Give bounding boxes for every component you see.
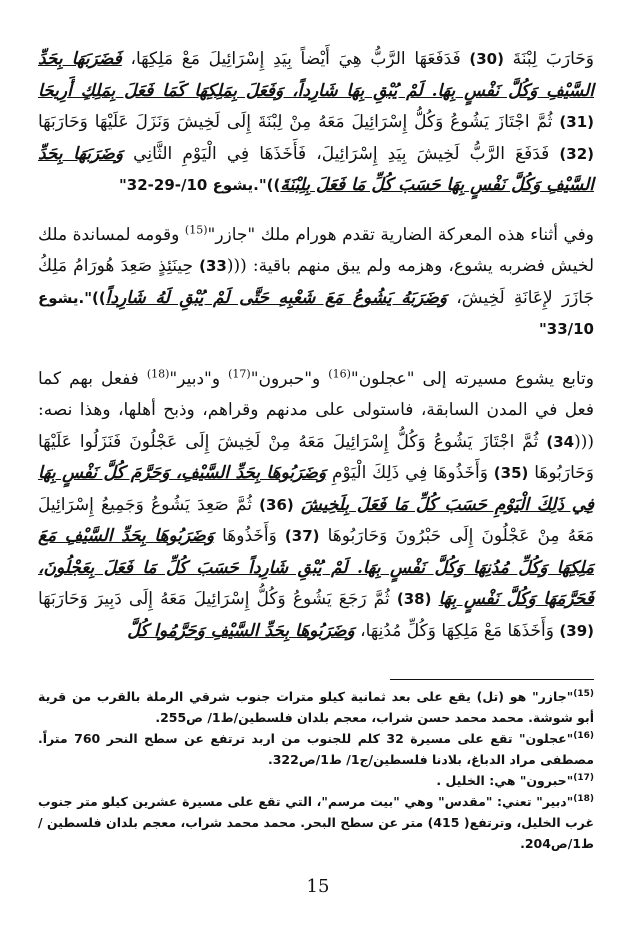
verse-number: (32) bbox=[559, 144, 595, 163]
footnote-ref: (17) bbox=[228, 366, 251, 380]
footnotes bbox=[38, 686, 594, 854]
emphasized-quote: وَضَرَبَهُ يَشُوعُ مَعَ شَعْبِهِ حَتَّى لَمْ يُبْقِ لَهُ شَارِداً bbox=[105, 287, 448, 308]
page-number: 15 bbox=[306, 876, 330, 897]
text-run: وَأَخَذُوهَا bbox=[214, 526, 285, 546]
emphasized-quote: وَضَرَبَهَا بِحَدِّ السَّيْفِ وَكُلَّ نَفْسٍ بِهَا حَسَبَ كُلِّ مَا فَعَلَ بِلِبْنَةَ bbox=[38, 143, 594, 195]
text-run: وَأَخَذُوهَا فِي ذَلِكَ الْيَوْمِ bbox=[326, 463, 494, 483]
text-run: و"دبير" bbox=[169, 368, 229, 389]
emphasized-quote: وَضَرَبُوهَا بِحَدِّ السَّيْفِ وَحَرَّمُوا كُلَّ bbox=[127, 620, 355, 641]
text-run: "دبير" تعني: "مقدس" وهي "بيت مرسم"، التي تقع على مسيرة عشرين كيلو متر جنوب غرب الخليل، وترتفع( 415) متر عن سطح البحر. محمد محمد شراب، معجم بلدان فلسطين /ط1/ص204. bbox=[38, 794, 594, 851]
emphasized-quote: وَضَرَبُوهَا بِحَدِّ السَّيْفِ، وَحَرَّمَ كُلَّ نَفْسٍ بِهَا فِي ذَلِكَ الْيَوْمِ حَسَبَ كُلِّ مَا فَعَلَ بِلَخِيشَ bbox=[38, 463, 594, 515]
text-run: وقومه لمساندة ملك لخيش فضربه يشوع، وهزمه ولم يبق منهم باقية: ((( bbox=[38, 224, 595, 276]
verse-number: (30) bbox=[469, 50, 504, 68]
emphasized-quote: وَضَرَبُوهَا بِحَدِّ السَّيْفِ مَعَ مَلِكِهَا وَكُلِّ مُدُنِهَا وَكُلَّ نَفْسٍ بِهَا. لَمْ يُبْقِ شَارِداً حَسَبَ كُلِّ مَا فَعَلَ بِعَجْلُونَ، فَحَرَّمَهَا وَكُلَّ نَفْسٍ بِهَا bbox=[38, 526, 594, 609]
text-run: فَدَفَعَ الرَّبُّ لَخِيشَ بِيَدِ إِسْرَائِيلَ، فَأَخَذَهَا فِي الْيَوْمِ الثَّانِي bbox=[123, 143, 560, 164]
verse-number: ))".يشوع 33/10" bbox=[38, 288, 594, 338]
verse-number: ))".يشوع 10/-29-32" bbox=[118, 176, 281, 194]
footnote-ref: (15) bbox=[184, 222, 208, 236]
verse-number: (31) bbox=[559, 113, 594, 131]
footnote-ref: (17) bbox=[573, 772, 594, 783]
text-run: ثُمَّ اجْتَازَ يَشُوعُ وَكُلُّ إِسْرَائِيلَ مَعَهُ مِنْ لِبْنَةَ إِلَى لَخِيشَ وَنَزَلَ عَلَيْهَا وَحَارَبَهَا bbox=[38, 112, 560, 132]
text-run: "عجلون" تقع على مسيرة 32 كلم للجنوب من اربد ترتفع عن سطح النحر 760 متراً. مصطفى مراد الدباغ، بلادنا فلسطين/ج1/ ط1/ص322. bbox=[38, 731, 594, 767]
footnote-ref: (15) bbox=[573, 688, 594, 699]
text-run: وَحَارَبَ لِبْنَةَ bbox=[503, 49, 594, 69]
footnote-divider bbox=[390, 679, 594, 680]
text-run: حِينَئِذٍ صَعِدَ هُورَامُ مَلِكُ جَازَرَ لإِعَانَةِ لَخِيشَ، bbox=[38, 256, 594, 308]
text-run: فَدَفَعَهَا الرَّبُّ هِيَ أَيْضاً بِيَدِ إِسْرَائِيلَ مَعْ مَلِكِهَا، bbox=[121, 49, 470, 69]
footnote-ref: (18) bbox=[146, 366, 170, 380]
footnote-ref: (16) bbox=[573, 730, 594, 741]
text-run bbox=[431, 589, 438, 609]
text-run: و"حبرون" bbox=[250, 368, 329, 389]
footnote-ref: (16) bbox=[328, 366, 351, 380]
verse-number: 34) bbox=[546, 432, 575, 451]
footnote-15 bbox=[38, 686, 594, 728]
verse-number: (39) bbox=[559, 621, 594, 640]
paragraph-joshua-10-29-32 bbox=[38, 44, 594, 202]
footnote-17 bbox=[38, 770, 594, 791]
text-run: وَأَخَذَهَا مَعْ مَلِكِهَا وَكُلِّ مُدُنِهَا، bbox=[354, 620, 560, 641]
text-run bbox=[294, 495, 301, 515]
text-run: ثُمَّ رَجَعَ يَشُوعُ وَكُلُّ إِسْرَائِيلَ مَعَهُ إِلَى دَبِيرَ وَحَارَبَهَا bbox=[38, 589, 397, 609]
text-run: ففعل بهم كما فعل في المدن السابقة، فاستولى على مدنهم وقراهم، وذبح أهلها، وهذا نصه: ((( bbox=[38, 368, 594, 452]
text-run: ثُمَّ صَعِدَ يَشُوعُ وَجَمِيعُ إِسْرَائِيلَ مَعَهُ مِنْ عَجْلُونَ إِلَى حَبْرُونَ وَحَارَبُوهَا bbox=[38, 494, 594, 546]
verse-number: (36) bbox=[259, 495, 294, 514]
text-run: "حبرون" هي: الخليل . bbox=[436, 773, 574, 788]
document-page bbox=[38, 44, 594, 665]
text-run: ثُمَّ اجْتَازَ يَشُوعُ وَكُلُّ إِسْرَائِيلَ مَعَهُ مِنْ لَخِيشَ إِلَى عَجْلُونَ فَنَزَلُوا عَلَيْهَا وَحَارَبُوهَا bbox=[38, 431, 595, 483]
text-run: "جازر" هو (تل) يقع على بعد ثمانية كيلو مترات جنوب شرقي الرملة بالقرب من قرية أبو شوشة. محمد محمد حسن شراب، معجم بلدان فلسطين/ط1/ ص255. bbox=[38, 689, 594, 725]
verse-number: 33) bbox=[199, 257, 227, 275]
text-run: وتابع يشوع مسيرته إلى "عجلون" bbox=[350, 368, 594, 389]
footnote-ref: (18) bbox=[573, 793, 594, 804]
paragraph-horam-gezer bbox=[38, 220, 594, 346]
emphasized-quote: فَضَرَبَهَا بِحَدِّ السَّيْفِ وَكُلَّ نَفْسٍ بِهَا. لَمْ يُبْقِ بِهَا شَارِداً، وَفَعَلَ بِمَلِكِهَا كَمَا فَعَلَ بِمَلِكِ أَرِيحَا bbox=[38, 49, 594, 101]
paragraph-eglon-hebron-debir bbox=[38, 364, 594, 648]
footnote-16 bbox=[38, 728, 594, 770]
verse-number: (37) bbox=[284, 527, 320, 545]
text-run: وفي أثناء هذه المعركة الضارية تقدم هورام ملك "جازر" bbox=[207, 224, 594, 245]
verse-number: (35) bbox=[493, 464, 529, 482]
footnote-18 bbox=[38, 791, 594, 854]
verse-number: (38) bbox=[396, 590, 432, 608]
